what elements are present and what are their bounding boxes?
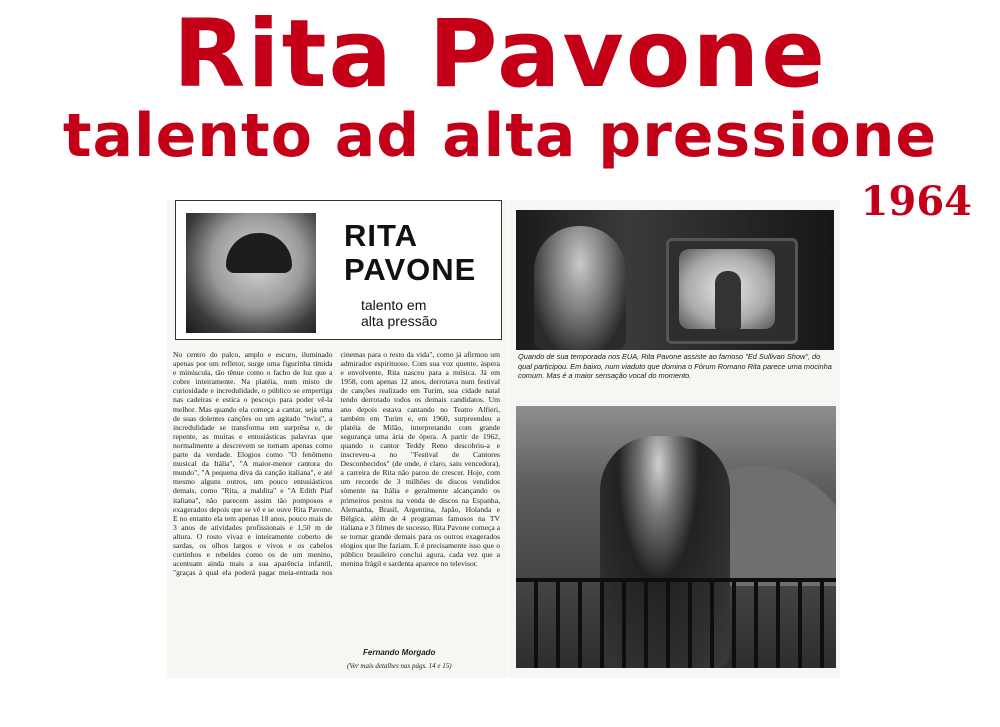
masthead-tagline: talento em alta pressão [361,297,438,329]
portrait-hair-shape [226,233,292,273]
masthead-name: RITA PAVONE [344,218,477,287]
page-subtitle: talento ad alta pressione [62,101,938,171]
balcony-railing [516,578,836,668]
balcony-photo [516,406,836,668]
article-body: No centro do palco, amplo e escuro, iluminado apenas por um refletor, surge uma figurinha tímida e minúscula, tão tênue como o facho de luz que a cobre inteiramente. Na platéia, num misto de curiosidade e incredulidade, o público se empertiga nas cadeiras e estica o pescoço para poder vê-la melhor. Mas quando ela começa a cantar, seja uma de suas dolentes canções ou um agitado "twist", a incredulidade se transforma em surprêsa e, de repente, as muitas e entusiásticas palavras que normalmente a descrevem se tornam apenas como parte da verdade. Elogios como "O fenômeno musical da Itália", "A maior-menor cantora do mundo", "A pequena diva da canção italiana", e até mesmo alguns outros, um pouco entusiásticos demais, como "Rita, a maldita" e "A Edith Piaf italiana", não parecem assim tão pomposos e exagerados depois que se vê e se ouve Rita Pavone. E no entanto ela tem apenas 18 anos, pouco mais de 3 anos de atividades profissionais e 1,50 m de altura. O rosto vivaz e inteiramente coberto de sardas, os olhos largos e vivos e os cabelos curtinhos e rebeldes como os de um menino, acentuam ainda mais a sua aparência infantil, "graças à qual ela poderá pagar meia-entrada nos cinemas para o resto da vida", como já afirmou um admirador espirituoso. Com sua voz quente, áspera e envolvente, Rita nasceu para a música. Já em 1958, com apenas 12 anos, derrotava num festival de canções realizado em Turim, sua cidade natal tendo derrotado todos os demais candidatos. Um ano depois estava cantando no Teatro Alfieri, também em Turim e, em 1960, surpreendeu a platéia de Milão, interpretando com grande segurança uma ária de ópera. A partir de 1962, quando o cantor Teddy Reno descobriu-a e inscreveu-a no "Festival de Cantores Desconhecidos" (de onde, é claro, saiu vencedora), a carreira de Rita não parou de crescer. Hoje, com um recorde de 3 milhões de discos vendidos sòmente na Itália e geralmente alcançando os primeiros postos na venda de discos na Espanha, Alemanha, Brasil, Argentina, Japão, Holanda e Bélgica, além de 4 programas famosos na TV italiana e 3 filmes de sucesso, Rita Pavone começa a se tornar grande demais para os outros exagerados elogios que lhe faziam. E é precisamente isso que o público brasileiro conclui agora, cada vez que a menina frágil e sardenta aparece no televisor. [173,350,500,578]
tv-host-figure [715,271,741,329]
page-reference-note: (Ver mais detalhes nas págs. 14 e 15) [347,662,452,670]
tv-photo [516,210,834,350]
magazine-left-page [167,200,507,678]
page-title: Rita Pavone [172,0,828,109]
magazine-right-page [508,200,840,678]
article-masthead [175,200,502,340]
television-icon [666,238,798,344]
viewer-figure [534,226,626,350]
article-byline: Fernando Morgado [363,648,436,657]
year-label: 1964 [860,178,972,225]
portrait-photo [186,213,316,333]
photo-caption: Quando de sua temporada nos EUA, Rita Pavone assiste ao famoso "Ed Sullivan Show", do qual participou. Em baixo, num viaduto que domina o Fórum Romano Rita parece uma mocinha comum. Mas é a maior sensação vocal do momento. [518,352,832,380]
tv-screen [679,249,775,329]
